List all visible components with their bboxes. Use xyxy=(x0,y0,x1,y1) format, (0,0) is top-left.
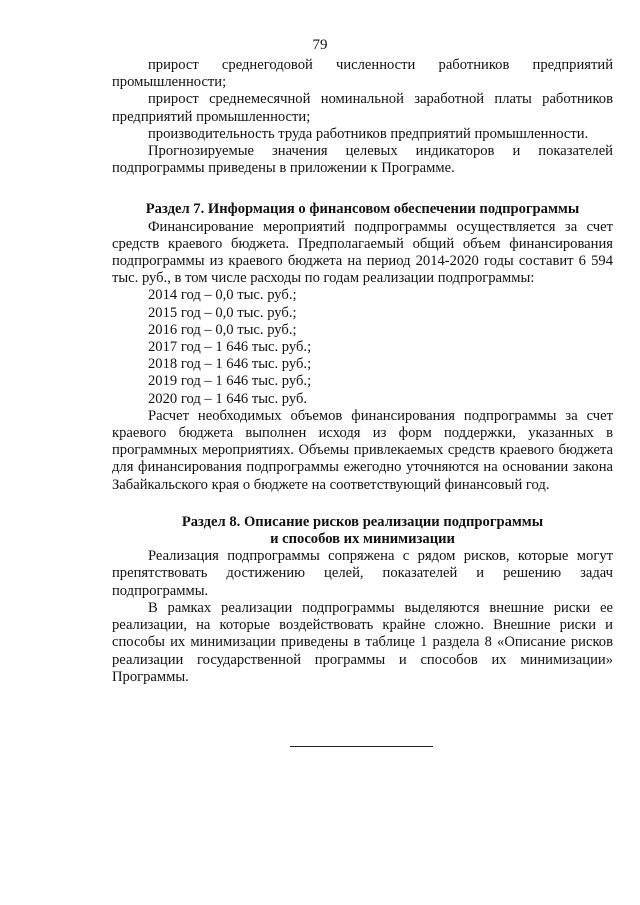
page-content xyxy=(112,57,613,686)
funding-year-2019: 2019 год – 1 646 тыс. руб.; xyxy=(148,373,312,390)
section-8-heading-line-2: и способов их минимизации xyxy=(270,531,455,548)
funding-year-2015: 2015 год – 0,0 тыс. руб.; xyxy=(148,304,297,321)
section-8-paragraph-2: В рамках реализации подпрограммы выделяются внешние риски ее реализации, на которые воздействовать крайне сложно. Внешние риски и способы их минимизации приведены в таблице 1 раздела 8 «Описание рисков реализации государственной программы и способов их минимизации» Программы. xyxy=(112,599,613,685)
section-7-outro: Расчет необходимых объемов финансирования подпрограммы за счет краевого бюджета выполнен исходя из форм поддержки, указанных в программных мероприятиях. Объемы привлекаемых средств краевого бюджета для финансирования подпрограммы ежегодно уточняются на основании закона Забайкальского края о бюджете на соответствующий финансовый год. xyxy=(112,407,613,493)
page-number: 79 xyxy=(312,37,328,53)
funding-year-2014: 2014 год – 0,0 тыс. руб.; xyxy=(148,287,297,304)
section-8-heading-line-1: Раздел 8. Описание рисков реализации подпрограммы xyxy=(181,513,544,530)
paragraph-indicator-2: прирост среднемесячной номинальной заработной платы работников предприятий промышленности; xyxy=(112,91,613,125)
funding-year-2016: 2016 год – 0,0 тыс. руб.; xyxy=(148,321,297,338)
funding-year-2018: 2018 год – 1 646 тыс. руб.; xyxy=(148,356,312,373)
funding-year-2020: 2020 год – 1 646 тыс. руб. xyxy=(148,390,308,407)
section-7-heading: Раздел 7. Информация о финансовом обеспечении подпрограммы xyxy=(145,201,580,218)
funding-year-2017: 2017 год – 1 646 тыс. руб.; xyxy=(148,339,312,356)
end-divider-line xyxy=(290,746,433,747)
section-7-intro: Финансирование мероприятий подпрограммы осуществляется за счет средств краевого бюджета. Предполагаемый общий объем финансирования подпрограммы из краевого бюджета на период 2014-2020 годы составит 6 594 тыс. руб., в том числе расходы по годам реализации подпрограммы: xyxy=(112,218,613,287)
paragraph-indicators-note: Прогнозируемые значения целевых индикаторов и показателей подпрограммы приведены в приложении к Программе. xyxy=(112,143,613,177)
spacer xyxy=(112,177,613,201)
section-8-paragraph-1: Реализация подпрограммы сопряжена с рядом рисков, которые могут препятствовать достижению целей, показателей и решению задач подпрограммы. xyxy=(112,548,613,599)
paragraph-indicator-3: производительность труда работников предприятий промышленности. xyxy=(148,125,589,142)
spacer xyxy=(112,494,613,514)
paragraph-indicator-1: прирост среднегодовой численности работников предприятий промышленности; xyxy=(112,57,613,91)
